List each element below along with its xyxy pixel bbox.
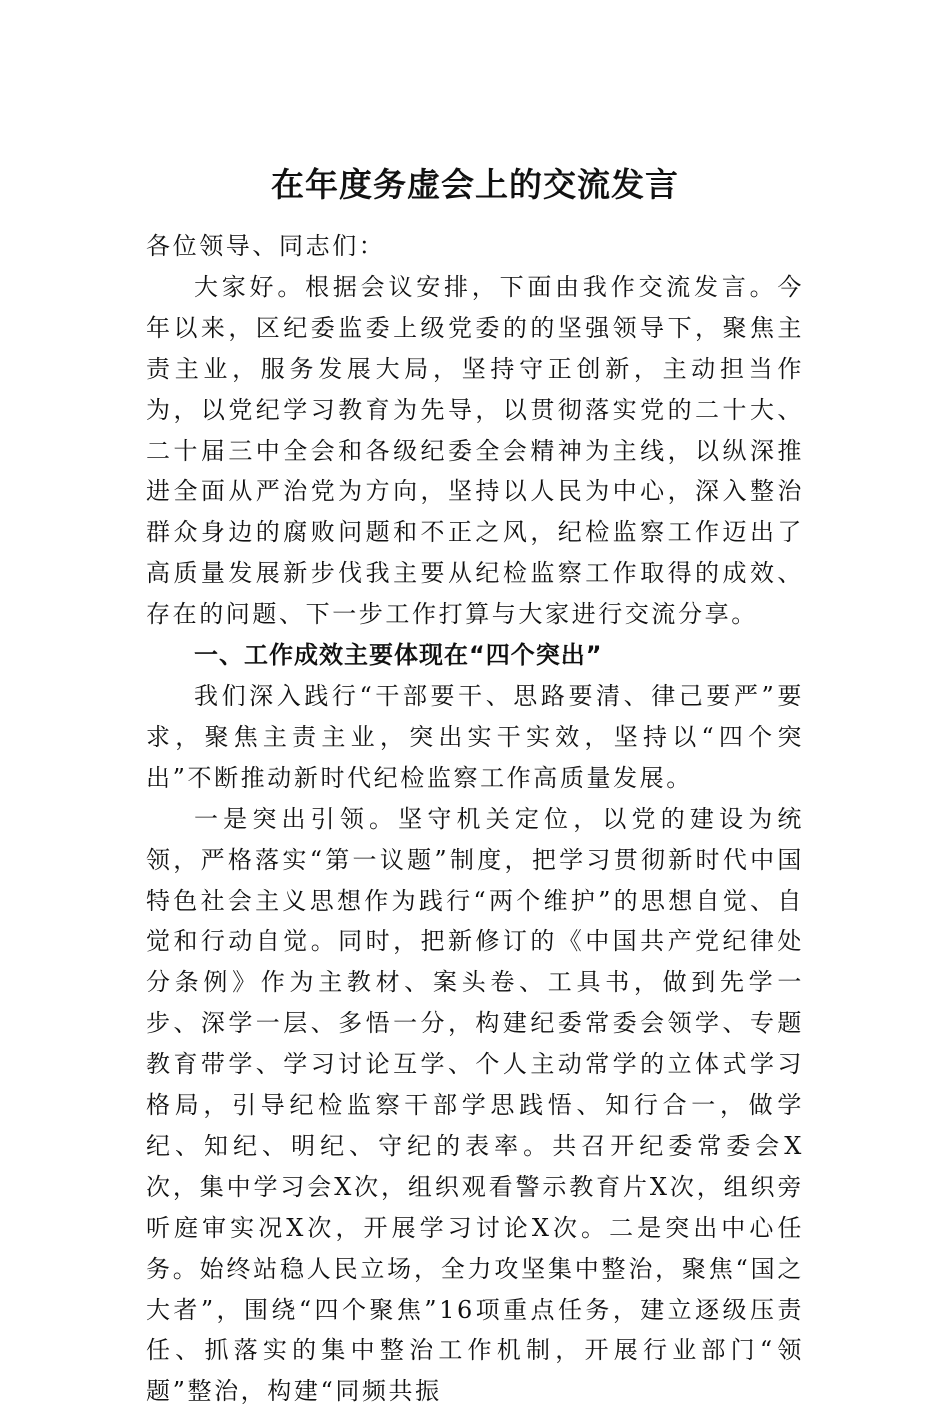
document-title: 在年度务虚会上的交流发言 xyxy=(271,165,679,204)
document-body xyxy=(146,226,804,1412)
intro-paragraph: 大家好。根据会议安排，下面由我作交流发言。今年以来，区纪委监委上级党委的的坚强领导下，聚焦主责主业，服务发展大局，坚持守正创新，主动担当作为，以党纪学习教育为先导，以贯彻落实党的二十大、二十届三中全会和各级纪委全会精神为主线，以纵深推进全面从严治党为方向，坚持以人民为中心，深入整治群众身边的腐败问题和不正之风，纪检监察工作迈出了高质量发展新步伐我主要从纪检监察工作取得的成效、存在的问题、下一步工作打算与大家进行交流分享。 xyxy=(146,272,804,629)
salutation: 各位领导、同志们： xyxy=(146,232,386,260)
section-paragraph: 一是突出引领。坚守机关定位，以党的建设为统领，严格落实“第一议题”制度，把学习贯彻新时代中国特色社会主义思想作为践行“两个维护”的思想自觉、自觉和行动自觉。同时，把新修订的《中国共产党纪律处分条例》作为主教材、案头卷、工具书，做到先学一步、深学一层、多悟一分，构建纪委常委会领学、专题教育带学、学习讨论互学、个人主动常学的立体式学习格局，引导纪检监察干部学思践悟、知行合一，做学纪、知纪、明纪、守纪的表率。共召开纪委常委会X次，集中学习会X次，组织观看警示教育片X次，组织旁听庭审实况X次，开展学习讨论X次。二是突出中心任务。始终站稳人民立场，全力攻坚集中整治，聚焦“国之大者”，围绕“四个聚焦”16项重点任务，建立逐级压责任、抓落实的集中整治工作机制，开展行业部门“领题”整治，构建“同频共振 xyxy=(146,804,804,1406)
section-paragraph: 我们深入践行“干部要干、思路要清、律己要严”要求，聚焦主责主业，突出实干实效，坚持以“四个突出”不断推动新时代纪检监察工作高质量发展。 xyxy=(146,681,804,792)
section-heading: 一、工作成效主要体现在“四个突出” xyxy=(194,641,603,670)
